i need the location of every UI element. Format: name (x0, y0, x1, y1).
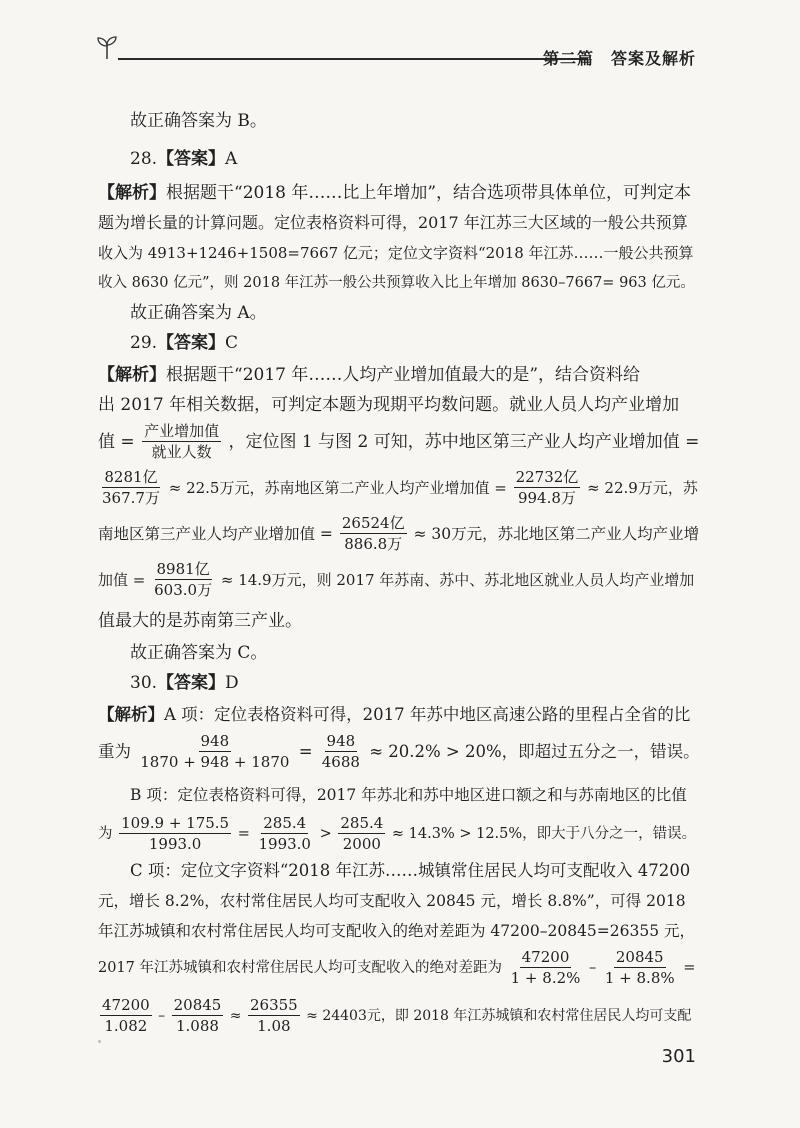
fraction: $\frac{20845}{1.088}$ (173, 996, 222, 1035)
formula-line: 2017 年江苏城镇和农村常住居民人均可支配收入的绝对差距为 $\frac{47200}{1 + 8.2\%}$ – $\frac{20845}{1 + 8.8\%}$ = (98, 948, 696, 987)
formula-line: $\frac{\text{8281亿}}{\text{367.7万}}$ ≈ 22.5万元，苏南地区第二产业人均产业增加值 = $\frac{\text{22732亿}}{\text{994.8万}}$ ≈ 22.9万元，苏 (102, 468, 698, 507)
answer-heading-28: 28.【答案】A (130, 149, 238, 169)
fraction: $\frac{\text{产业增加值}}{\text{就业人数}}$ (144, 422, 220, 461)
text-line: 故正确答案为 A。 (130, 303, 267, 323)
fraction: $\frac{47200}{1.082}$ (102, 996, 150, 1035)
text-line: C 项：定位文字资料“2018 年江苏……城镇常住居民人均可支配收入 47200 (130, 861, 691, 880)
fraction: $\frac{109.9 + 175.5}{1993.0}$ (121, 814, 230, 853)
text-line: 【解析】根据题干“2017 年……人均产业增加值最大的是”，结合资料给 (98, 365, 641, 385)
formula-line: 值 = $\frac{\text{产业增加值}}{\text{就业人数}}$ ，定位图 1 与图 2 可知，苏中地区第三产业人均产业增加值 = (98, 422, 700, 461)
answer-heading-30: 30.【答案】D (130, 673, 239, 693)
text-line: 【解析】A 项：定位表格资料可得，2017 年苏中地区高速公路的里程占全省的比 (98, 705, 691, 724)
text-line: 收入 8630 亿元”，则 2018 年江苏一般公共预算收入比上年增加 8630–7667= 963 亿元。 (98, 275, 695, 291)
text-line: 收入为 4913+1246+1508=7667 亿元；定位文字资料“2018 年江苏……一般公共预算 (98, 244, 694, 262)
fraction: $\frac{47200}{1 + 8.2\%}$ (510, 948, 581, 987)
sprout-icon (96, 34, 118, 60)
fraction: $\frac{\text{8981亿}}{\text{603.0万}}$ (154, 560, 213, 599)
formula-line: 重为 $\frac{948}{1870 + 948 + 1870}$ = $\frac{948}{4688}$ ≈ 20.2% > 20%，即超过五分之一，错误。 (98, 732, 700, 771)
fraction: $\frac{\text{26524亿}}{\text{886.8万}}$ (341, 514, 405, 553)
text-line: 故正确答案为 C。 (130, 643, 268, 663)
text-line: 出 2017 年相关数据，可判定本题为现期平均数问题。就业人员人均产业增加 (98, 395, 680, 415)
fraction: $\frac{26355}{1.08}$ (249, 996, 298, 1035)
fraction: $\frac{948}{4688}$ (321, 732, 360, 771)
text-line: 题为增长量的计算问题。定位表格资料可得，2017 年江苏三大区域的一般公共预算 (98, 213, 688, 232)
formula-line: 加值 = $\frac{\text{8981亿}}{\text{603.0万}}$ ≈ 14.9万元，则 2017 年苏南、苏中、苏北地区就业人员人均产业增加 (98, 560, 695, 599)
fraction: $\frac{\text{8281亿}}{\text{367.7万}}$ (102, 468, 160, 507)
page-number: 301 (661, 1046, 696, 1067)
chapter-title: 第二篇 答案及解析 (542, 49, 696, 68)
formula-line: $\frac{47200}{1.082}$ – $\frac{20845}{1.088}$ ≈ $\frac{26355}{1.08}$ ≈ 24403元，即 2018 年江苏城镇和农村常住居民人均可支配 (102, 996, 692, 1035)
answer-heading-29: 29.【答案】C (130, 333, 239, 353)
text-line: B 项：定位表格资料可得，2017 年苏北和苏中地区进口额之和与苏南地区的比值 (130, 786, 687, 804)
fraction: $\frac{\text{22732亿}}{\text{994.8万}}$ (515, 468, 579, 507)
scan-speck (98, 1040, 101, 1043)
fraction: $\frac{948}{1870 + 948 + 1870}$ (140, 732, 290, 771)
text-line: 元，增长 8.2%，农村常住居民人均可支配收入 20845 元，增长 8.8%”，可得 2018 (98, 892, 686, 910)
text-line: 故正确答案为 B。 (130, 111, 267, 131)
formula-line: 为 $\frac{109.9 + 175.5}{1993.0}$ = $\frac{285.4}{1993.0}$ > $\frac{285.4}{2000}$ ≈ 14.3% > 12.5%，即大于八分之一，错误。 (98, 814, 697, 853)
formula-line: 南地区第三产业人均产业增加值 = $\frac{\text{26524亿}}{\text{886.8万}}$ ≈ 30万元，苏北地区第二产业人均产业增 (98, 514, 700, 553)
fraction: $\frac{285.4}{2000}$ (340, 814, 384, 853)
page-header (96, 34, 700, 70)
text-line: 【解析】根据题干“2018 年……比上年增加”，结合选项带具体单位，可判定本 (98, 183, 692, 203)
text-line: 年江苏城镇和农村常住居民人均可支配收入的绝对差距为 47200–20845=26355 元， (98, 922, 696, 940)
text-line: 值最大的是苏南第三产业。 (98, 611, 302, 631)
fraction: $\frac{285.4}{1993.0}$ (258, 814, 311, 853)
fraction: $\frac{20845}{1 + 8.8\%}$ (604, 948, 675, 987)
header-rule (118, 58, 588, 60)
